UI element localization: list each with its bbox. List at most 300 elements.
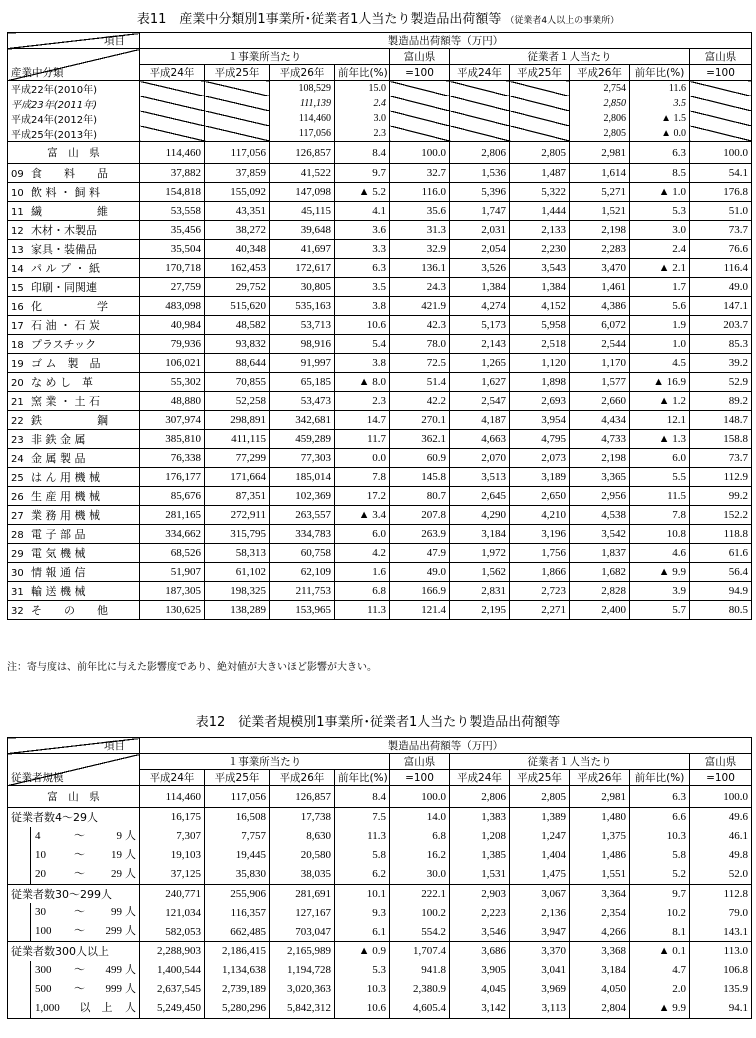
value-cell: 93,832 [205, 335, 270, 354]
group-row [8, 884, 752, 903]
value-cell: 2,136 [510, 903, 570, 922]
industry-label [8, 544, 140, 563]
value-cell: 35,504 [140, 240, 205, 259]
value-cell: 52,258 [205, 392, 270, 411]
value-cell: 3,686 [450, 942, 510, 961]
ratio-header: 前年比(%) [335, 65, 390, 81]
ratio-cell: 9.7 [630, 884, 690, 903]
value-cell: 7,307 [140, 827, 205, 846]
value-cell: 334,662 [140, 525, 205, 544]
size-label [8, 827, 140, 846]
value-cell: 91,997 [270, 354, 335, 373]
ratio-cell: ▲ 5.2 [335, 183, 390, 202]
value-cell: 2,354 [570, 903, 630, 922]
value-cell: 100.2 [390, 903, 450, 922]
value-cell: 411,115 [205, 430, 270, 449]
value-cell: 16,508 [205, 808, 270, 827]
value-cell: 2,400 [570, 601, 630, 620]
industry-label [8, 297, 140, 316]
value-cell: 483,098 [140, 297, 205, 316]
ratio-cell: 6.8 [335, 582, 390, 601]
year-header: 平成24年 [450, 65, 510, 81]
value-cell: 2,054 [450, 240, 510, 259]
value-cell: 2,283 [570, 240, 630, 259]
ratio-cell: 1.0 [630, 335, 690, 354]
industry-label [8, 582, 140, 601]
industry-code: 19 [11, 359, 24, 370]
industry-label [8, 411, 140, 430]
value-cell: 37,859 [205, 164, 270, 183]
value-cell: 8,630 [270, 827, 335, 846]
value-cell: 1,383 [450, 808, 510, 827]
value-cell: 5,396 [450, 183, 510, 202]
size-row [8, 865, 752, 885]
value-cell: 48,582 [205, 316, 270, 335]
value-cell: 78.0 [390, 335, 450, 354]
per-establishment-header: １事業所当たり [140, 49, 390, 65]
table-row [8, 297, 752, 316]
value-cell: 35,456 [140, 221, 205, 240]
value-cell: 5,249,450 [140, 999, 205, 1019]
unit: 人 [125, 906, 136, 918]
value-cell: 87,351 [205, 487, 270, 506]
value-cell: 2,133 [510, 221, 570, 240]
ratio-cell: ▲ 16.9 [630, 373, 690, 392]
value-cell: 29,752 [205, 278, 270, 297]
table-row [8, 202, 752, 221]
history-row [8, 111, 752, 126]
ratio-cell: 1.7 [630, 278, 690, 297]
ratio-cell: ▲ 0.9 [335, 942, 390, 961]
ratio-cell: 3.6 [335, 221, 390, 240]
value-cell: 35,830 [205, 865, 270, 885]
value-cell: 48,880 [140, 392, 205, 411]
industry-code: 20 [11, 378, 24, 389]
value-cell: 116,357 [205, 903, 270, 922]
value-cell: 152.2 [690, 506, 752, 525]
industry-label [8, 430, 140, 449]
industry-name: 非 鉄 金 属 [31, 433, 86, 446]
value-cell: 111,139 [270, 96, 335, 111]
value-cell: 2,805 [510, 786, 570, 808]
empty-cell [450, 111, 510, 126]
value-cell: 3,947 [510, 922, 570, 942]
ratio-cell: 5.6 [630, 297, 690, 316]
value-cell: 3,470 [570, 259, 630, 278]
index-header: =100 [690, 770, 752, 786]
empty-cell [450, 96, 510, 111]
value-cell: 5,280,296 [205, 999, 270, 1019]
industry-code: 32 [11, 606, 24, 617]
value-cell: 2,805 [510, 142, 570, 164]
value-cell: 138,289 [205, 601, 270, 620]
value-cell: 2,547 [450, 392, 510, 411]
value-cell: 3,526 [450, 259, 510, 278]
table-row [8, 278, 752, 297]
value-cell: 222.1 [390, 884, 450, 903]
ratio-cell: 11.3 [335, 601, 390, 620]
value-cell: 281,691 [270, 884, 335, 903]
value-cell: 61.6 [690, 544, 752, 563]
industry-name: 繊 維 [31, 205, 108, 218]
ratio-cell: ▲ 9.9 [630, 563, 690, 582]
group-label: 従業者数4～29人 [8, 808, 140, 827]
ratio-cell: 10.1 [335, 884, 390, 903]
ratio-cell: 5.7 [630, 601, 690, 620]
value-cell: 121,034 [140, 903, 205, 922]
ratio-cell: 11.6 [630, 81, 690, 97]
value-cell: 385,810 [140, 430, 205, 449]
value-cell: 3,370 [510, 942, 570, 961]
ratio-cell: 3.9 [630, 582, 690, 601]
value-cell: 85.3 [690, 335, 752, 354]
empty-cell [140, 126, 205, 142]
industry-code: 14 [11, 264, 24, 275]
value-cell: 19,445 [205, 846, 270, 865]
value-cell: 3,542 [570, 525, 630, 544]
table-row [8, 468, 752, 487]
empty-cell [690, 111, 752, 126]
value-cell: 58,313 [205, 544, 270, 563]
industry-code: 17 [11, 321, 24, 332]
value-cell: 52.9 [690, 373, 752, 392]
value-cell: 1,384 [510, 278, 570, 297]
year-header: 平成25年 [510, 770, 570, 786]
empty-cell [205, 126, 270, 142]
industry-name: 生 産 用 機 械 [31, 490, 100, 503]
value-cell: 114,460 [270, 111, 335, 126]
value-cell: 39.2 [690, 354, 752, 373]
value-cell: 76,338 [140, 449, 205, 468]
value-cell: 941.8 [390, 961, 450, 980]
value-cell: 42.3 [390, 316, 450, 335]
value-cell: 2,186,415 [205, 942, 270, 961]
value-cell: 1,898 [510, 373, 570, 392]
ratio-cell: 5.8 [335, 846, 390, 865]
total-row [8, 786, 752, 808]
industry-name: 木材・木製品 [31, 224, 97, 237]
empty-cell [450, 126, 510, 142]
value-cell: 1,247 [510, 827, 570, 846]
value-cell: 2,660 [570, 392, 630, 411]
empty-cell [205, 111, 270, 126]
industry-code: 13 [11, 245, 24, 256]
industry-label [8, 601, 140, 620]
ratio-cell: 2.3 [335, 392, 390, 411]
index-header: =100 [390, 770, 450, 786]
value-cell: 2,805 [570, 126, 630, 142]
tilde: ～ [74, 867, 85, 880]
industry-code: 21 [11, 397, 24, 408]
value-cell: 2,544 [570, 335, 630, 354]
value-cell: 1,747 [450, 202, 510, 221]
ratio-header: 前年比(%) [335, 770, 390, 786]
ratio-cell: 7.8 [630, 506, 690, 525]
table-row [8, 487, 752, 506]
value-cell: 38,272 [205, 221, 270, 240]
value-cell: 5,173 [450, 316, 510, 335]
value-cell: 114,460 [140, 786, 205, 808]
size-row [8, 961, 752, 980]
value-cell: 14.0 [390, 808, 450, 827]
value-cell: 4,210 [510, 506, 570, 525]
value-cell: 127,167 [270, 903, 335, 922]
value-cell: 32.9 [390, 240, 450, 259]
value-cell: 1,384 [450, 278, 510, 297]
ratio-cell: 2.4 [630, 240, 690, 259]
value-cell: 73.7 [690, 221, 752, 240]
value-cell: 703,047 [270, 922, 335, 942]
empty-cell [510, 96, 570, 111]
value-cell: 41,697 [270, 240, 335, 259]
value-cell: 3,513 [450, 468, 510, 487]
value-cell: 70,855 [205, 373, 270, 392]
ratio-cell: ▲ 2.1 [630, 259, 690, 278]
value-cell: 4,795 [510, 430, 570, 449]
value-cell: 2,645 [450, 487, 510, 506]
table-row [8, 335, 752, 354]
industry-name: プラスチック [31, 338, 97, 351]
history-label: 平成22年(2010年) [8, 81, 140, 97]
value-cell: 4,386 [570, 297, 630, 316]
value-cell: 54.1 [690, 164, 752, 183]
value-cell: 65,185 [270, 373, 335, 392]
value-cell: 116.4 [690, 259, 752, 278]
value-cell: 4,274 [450, 297, 510, 316]
value-cell: 2,903 [450, 884, 510, 903]
ratio-cell: 2.3 [335, 126, 390, 142]
value-cell: 106.8 [690, 961, 752, 980]
value-cell: 166.9 [390, 582, 450, 601]
industry-name: は ん 用 機 械 [31, 471, 100, 484]
value-cell: 147.1 [690, 297, 752, 316]
industry-name: 輸 送 機 械 [31, 585, 86, 598]
value-cell: 298,891 [205, 411, 270, 430]
unit: 人 [125, 829, 136, 842]
ratio-cell: 1.9 [630, 316, 690, 335]
ratio-cell: 3.8 [335, 297, 390, 316]
empty-cell [390, 126, 450, 142]
industry-name: 飲 料 ・ 飼 料 [31, 186, 100, 199]
size-row [8, 980, 752, 999]
value-cell: 307,974 [140, 411, 205, 430]
index-header: =100 [390, 65, 450, 81]
ratio-cell: ▲ 1.0 [630, 183, 690, 202]
empty-cell [510, 81, 570, 97]
value-cell: 1,461 [570, 278, 630, 297]
value-cell: 240,771 [140, 884, 205, 903]
value-cell: 35.6 [390, 202, 450, 221]
value-cell: 17,738 [270, 808, 335, 827]
group-row [8, 942, 752, 961]
year-header: 平成26年 [270, 770, 335, 786]
table-row [8, 430, 752, 449]
value-cell: 582,053 [140, 922, 205, 942]
ratio-cell: 0.0 [335, 449, 390, 468]
value-cell: 4,152 [510, 297, 570, 316]
size-from: 100 [35, 925, 52, 937]
table-row [8, 525, 752, 544]
year-header: 平成24年 [140, 65, 205, 81]
value-cell: 2,956 [570, 487, 630, 506]
value-cell: 1,707.4 [390, 942, 450, 961]
ratio-cell: 4.1 [335, 202, 390, 221]
industry-name: 鉄 鋼 [31, 414, 108, 427]
value-cell: 1,577 [570, 373, 630, 392]
value-cell: 53,558 [140, 202, 205, 221]
industry-code: 30 [11, 568, 24, 579]
size-to: 299 [105, 925, 122, 937]
value-cell: 2,850 [570, 96, 630, 111]
value-cell: 126,857 [270, 142, 335, 164]
value-cell: 1,475 [510, 865, 570, 885]
industry-label [8, 316, 140, 335]
value-cell: 51,907 [140, 563, 205, 582]
unit: 人 [125, 1001, 136, 1014]
value-cell: 56.4 [690, 563, 752, 582]
ratio-cell: 6.0 [335, 525, 390, 544]
ratio-cell: 17.2 [335, 487, 390, 506]
unit: 人 [125, 963, 136, 976]
value-cell: 2,754 [570, 81, 630, 97]
value-cell: 272,911 [205, 506, 270, 525]
industry-label [8, 354, 140, 373]
value-cell: 2,143 [450, 335, 510, 354]
value-cell: 102,369 [270, 487, 335, 506]
ratio-cell: 8.5 [630, 164, 690, 183]
industry-label [8, 221, 140, 240]
year-header: 平成24年 [140, 770, 205, 786]
industry-name: 情 報 通 信 [31, 566, 86, 579]
industry-label [8, 468, 140, 487]
value-cell: 49.0 [690, 278, 752, 297]
total-row [8, 142, 752, 164]
value-cell: 3,905 [450, 961, 510, 980]
value-cell: 1,682 [570, 563, 630, 582]
ratio-cell: 3.8 [335, 354, 390, 373]
industry-label [8, 164, 140, 183]
value-cell: 2,380.9 [390, 980, 450, 999]
ratio-header: 前年比(%) [630, 65, 690, 81]
ratio-cell: 4.2 [335, 544, 390, 563]
value-cell: 3,041 [510, 961, 570, 980]
ratio-cell: 2.4 [335, 96, 390, 111]
toyama-header: 富山県 [390, 49, 450, 65]
industry-name: 金 属 製 品 [31, 452, 86, 465]
value-cell: 27,759 [140, 278, 205, 297]
size-row [8, 903, 752, 922]
table11-note: 注：寄与度は、前年比に与えた影響度であり、絶対値が大きいほど影響が大きい。 [7, 662, 377, 673]
size-from: 500 [35, 982, 52, 995]
size-row [8, 922, 752, 942]
unit: 人 [125, 982, 136, 995]
empty-cell [140, 96, 205, 111]
ratio-cell: 9.7 [335, 164, 390, 183]
industry-code: 15 [11, 283, 24, 294]
value-cell: 51.0 [690, 202, 752, 221]
value-cell: 334,783 [270, 525, 335, 544]
value-cell: 79,936 [140, 335, 205, 354]
value-cell: 147,098 [270, 183, 335, 202]
industry-label [8, 240, 140, 259]
value-cell: 41,522 [270, 164, 335, 183]
value-cell: 3,969 [510, 980, 570, 999]
value-cell: 3,113 [510, 999, 570, 1019]
value-cell: 162,453 [205, 259, 270, 278]
value-cell: 55,302 [140, 373, 205, 392]
value-cell: 3,184 [450, 525, 510, 544]
value-cell: 6,072 [570, 316, 630, 335]
unit: 人 [125, 925, 136, 937]
history-label: 平成23年(2011年) [8, 96, 140, 111]
value-cell: 60,758 [270, 544, 335, 563]
value-cell: 79.0 [690, 903, 752, 922]
value-cell: 4,733 [570, 430, 630, 449]
value-cell: 16,175 [140, 808, 205, 827]
value-cell: 30,805 [270, 278, 335, 297]
value-cell: 421.9 [390, 297, 450, 316]
value-cell: 60.9 [390, 449, 450, 468]
value-cell: 80.5 [690, 601, 752, 620]
value-cell: 2,195 [450, 601, 510, 620]
ratio-cell: 10.6 [335, 316, 390, 335]
unit: 人 [125, 848, 136, 861]
value-cell: 53,713 [270, 316, 335, 335]
table-row [8, 392, 752, 411]
value-cell: 47.9 [390, 544, 450, 563]
value-cell: 40,984 [140, 316, 205, 335]
table-row [8, 506, 752, 525]
table-row [8, 411, 752, 430]
value-cell: 2,804 [570, 999, 630, 1019]
size-to: 999 [105, 982, 122, 995]
value-cell: 1,521 [570, 202, 630, 221]
value-cell: 148.7 [690, 411, 752, 430]
value-cell: 2,070 [450, 449, 510, 468]
value-cell: 1,531 [450, 865, 510, 885]
size-row [8, 846, 752, 865]
tilde: ～ [74, 982, 85, 995]
ratio-cell: 4.7 [630, 961, 690, 980]
value-cell: 4,434 [570, 411, 630, 430]
industry-label [8, 487, 140, 506]
value-cell: 2,806 [450, 786, 510, 808]
value-cell: 76.6 [690, 240, 752, 259]
value-header: 製造品出荷額等（万円） [140, 738, 752, 754]
value-cell: 51.4 [390, 373, 450, 392]
ratio-cell: 3.5 [335, 278, 390, 297]
value-cell: 80.7 [390, 487, 450, 506]
industry-label [8, 373, 140, 392]
value-cell: 5,322 [510, 183, 570, 202]
value-cell: 99.2 [690, 487, 752, 506]
industry-label [8, 392, 140, 411]
value-cell: 117,056 [205, 142, 270, 164]
table12 [7, 737, 752, 1019]
value-cell: 100.0 [690, 142, 752, 164]
value-cell: 1,627 [450, 373, 510, 392]
table-row [8, 259, 752, 278]
ratio-cell: 11.3 [335, 827, 390, 846]
value-cell: 37,125 [140, 865, 205, 885]
value-cell: 171,664 [205, 468, 270, 487]
size-to: 以 上 [79, 1001, 113, 1014]
value-cell: 5,842,312 [270, 999, 335, 1019]
value-cell: 1,194,728 [270, 961, 335, 980]
value-cell: 263.9 [390, 525, 450, 544]
ratio-cell: ▲ 1.2 [630, 392, 690, 411]
tilde: ～ [74, 925, 85, 937]
